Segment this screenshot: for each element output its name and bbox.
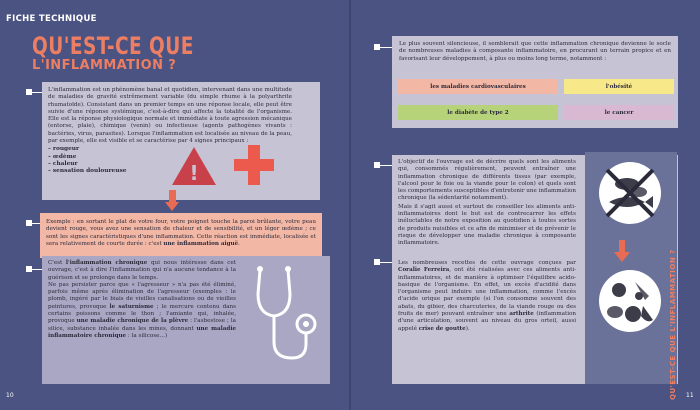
sign-item: – chaleur (48, 160, 78, 167)
healthy-food-drawing (599, 270, 661, 332)
section-label: FICHE TECHNIQUE (6, 14, 97, 24)
acute-term: une inflammation aiguë (163, 240, 239, 247)
example-text: Exemple : en sortant le plat de votre four, votre poignet touche la paroi brûlante, votre peau devient rouge, vous avez une sensation de chaleur et de sensibilité, et un léger œdème ; ce sont les signes caractéristiques d'une inflammation. Cette réaction est immédiate, localisée et sera relativement de courte durée : c'est une inflammation aiguë. (46, 219, 316, 247)
healthy-food-icon (599, 270, 661, 332)
bullet-marker (26, 220, 32, 226)
tag-obesity: l'obésité (564, 79, 674, 94)
objective-text: L'objectif de l'ouvrage est de décrire quels sont les aliments qui, consommés régulièrement, peuvent entraîner une inflammation chronique de différents tissus (par exemple, l'alcool pour le foie ou la viande pour le colon) et quels sont les comportements susceptibles d'entretenir une inflammation chronique (la sédentarité notamment). (398, 159, 576, 202)
page-title-line1: QU'EST-CE QUE (32, 32, 194, 60)
forbidden-food-icon (599, 162, 661, 224)
recipes-text: Les nombreuses recettes de cette ouvrage conçues par Coralie Ferreira, ont été réalisées avec ces aliments anti-inflammatoires, et de manière à optimiser l'équilibre acido-basique de l'organisme. En effet, un excès d'acidité dans l'organisme peut induire une inflammation, comme l'excès d'acide urique par exemple (si l'on consomme souvent des abats, du gibier, des charcuteries, de la viande rouge ou des fruits de mer) pouvant entraîner une arthrite (inflammation d'une articulation, souvent au niveau du gros orteil, aussi appelé crise de goutte). (398, 260, 576, 332)
forbidden-food-drawing (599, 162, 661, 224)
bullet-marker (26, 89, 32, 95)
chronic-text-2: Ne pas persister parce que « l'agresseur » n'a pas été éliminé, parfois même après élimination de l'agresseur (exemples : le plomb, ingéré par le biais de vieilles canalisations ou de vieilles peintures, provoque le saturnisme ; le mercure contenu dans certains poissons comme le thon ; l'amiante qui, inhalée, provoque une maladie chronique de la plèvre : l'asbestose ; la silice, substance inhalée dans les mines, donnant une maladie inflammatoire chronique : la silicose…) (48, 281, 237, 339)
advice-text: Mais il s'agit aussi et surtout de conseiller les aliments anti-inflammatoires dont le but est de contrecarrer les effets inéluctables de notre exposition au quotidien à toutes sortes de produits nuisibles et ce afin de minimiser et de prévenir le risque de développer une maladie chronique à composante inflammatoire. (398, 203, 576, 247)
chronic-text-1: C'est l'inflammation chronique qui nous intéresse dans cet ouvrage, c'est à dire l'inflammation qui n'a aucune tendance à la guérison et se prolonge dans le temps. (48, 260, 236, 281)
diseases-intro: Le plus souvent silencieuse, il semblerait que cette inflammation chronique devienne le socle de nombreuses maladies à composante inflammatoire, en procurant un terrain propice et en favorisant leur développement, à plus ou moins long terme, notamment : (399, 41, 671, 62)
tag-diabetes: le diabète de type 2 (398, 105, 558, 120)
sign-item: – œdème (48, 153, 77, 160)
tag-cardiovascular: les maladies cardiovasculaires (398, 79, 558, 94)
bullet-marker (374, 259, 380, 265)
page-number-right: 11 (686, 392, 694, 399)
red-cross-icon-vertical (248, 145, 260, 185)
bullet-marker (374, 162, 380, 168)
sign-item: – rougeur (48, 146, 80, 153)
page-number-left: 10 (6, 392, 14, 399)
page-title-line2: L'INFLAMMATION ? (32, 58, 177, 73)
bullet-marker (374, 44, 380, 50)
tag-cancer: le cancer (564, 105, 674, 120)
example-box (40, 213, 322, 258)
stethoscope-icon (248, 262, 328, 372)
chronic-text-wrap (42, 256, 242, 344)
bullet-marker (26, 266, 32, 272)
side-section-label: QU'EST-CE QUE L'INFLAMMATION ? (669, 249, 677, 400)
arrow-down-icon-right (614, 240, 630, 264)
intro-text: L'inflammation est un phénomène banal et quotidien, intervenant dans une multitude de maladies de gravité extrêmement variable (du simple rhume à la polyarthrite rhumatoïde). Consistant dans un premier temps en une réponse locale, elle peut être suivie d'une réponse systémique, c'est-à-dire qui affecte la totalité de l'organisme. Elle est la réponse physiologique normale et immédiate à toute agression mécanique (entorse, plaie), chimique (venin) ou infectieuse (agents pathogènes vivants : bactéries, virus, parasites). Lorsque l'inflammation est localisée au niveau de la peau, par exemple, elle est visible et se caractérise par 4 signes principaux : (48, 87, 292, 145)
sign-item: – sensation douloureuse (48, 168, 127, 175)
arrow-down-icon-head (165, 202, 179, 211)
gutter (349, 0, 351, 410)
warning-exclamation: ! (189, 161, 199, 185)
